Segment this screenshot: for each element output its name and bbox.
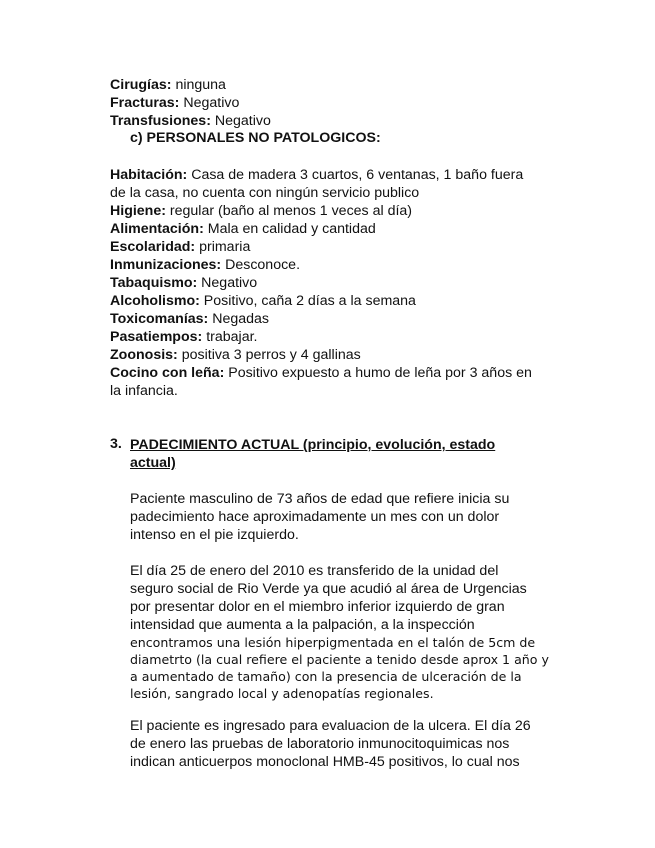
entry-value: Negativo	[210, 113, 271, 129]
entry-value: Negadas	[208, 311, 270, 327]
entry-label: Cocino con leña:	[110, 365, 225, 381]
entry-label: Cirugías	[110, 77, 167, 93]
section-3-number: 3.	[110, 436, 122, 452]
paragraph-1-line: Paciente masculino de 73 años de edad que refiere inicia su	[130, 491, 510, 507]
entry-cirugias	[110, 76, 226, 94]
paragraph-3-line: indican anticuerpos monoclonal HMB-45 positivos, lo cual nos	[130, 754, 520, 770]
paragraph-1-line: intenso en el pie izquierdo.	[130, 527, 299, 543]
entry-label: Inmunizaciones:	[110, 257, 222, 273]
entry-label: Tabaquismo:	[110, 275, 198, 291]
entry-value: Casa de madera 3 cuartos, 6 ventanas, 1 baño fuera	[187, 167, 524, 183]
entry-higiene	[110, 202, 412, 220]
paragraph-2-line: El día 25 de enero del 2010 es transferido de la unidad del	[130, 563, 499, 579]
entry-inmunizaciones	[110, 256, 300, 274]
entry-sep: :	[166, 77, 172, 93]
entry-toxicomanias	[110, 310, 269, 328]
paragraph-2-line: intensidad que aumenta a la palpación, a la inspección	[130, 617, 475, 633]
paragraph-2-line: seguro social de Rio Verde ya que acudió al área de Urgencias	[130, 581, 527, 597]
entry-value: regular (baño al menos 1 veces al día)	[165, 203, 413, 219]
section-3-title-line2: actual)	[130, 455, 176, 471]
entry-pasatiempos	[110, 328, 257, 346]
entry-escolaridad	[110, 238, 250, 256]
entry-value: ninguna	[171, 77, 226, 93]
paragraph-3-line: El paciente es ingresado para evaluacion de la ulcera. El día 26	[130, 718, 531, 734]
entry-label: Alimentación:	[110, 221, 204, 237]
entry-habitacion-cont: de la casa, no cuenta con ningún servicio publico	[110, 185, 420, 201]
entry-value: Positivo expuesto a humo de leña por 3 años en	[224, 365, 532, 381]
paragraph-2-line: lesión, sangrado local y adenopatías regionales.	[130, 686, 434, 701]
entry-value: Negativo	[197, 275, 258, 291]
entry-value: primaria	[195, 239, 251, 255]
entry-label: Pasatiempos:	[110, 329, 203, 345]
section-3-title-line1: PADECIMIENTO ACTUAL (principio, evolución, estado	[130, 437, 496, 453]
entry-label: Escolaridad:	[110, 239, 196, 255]
entry-label: Higiene:	[110, 203, 166, 219]
entry-label: Toxicomanías:	[110, 311, 209, 327]
entry-cocino-con-lena-cont: la infancia.	[110, 383, 178, 399]
paragraph-2-line: diametrto (la cual refiere el paciente a tenido desde aprox 1 año y	[130, 652, 549, 667]
entry-cocino-con-lena	[110, 364, 532, 382]
entry-value: positiva 3 perros y 4 gallinas	[177, 347, 361, 363]
paragraph-1-line: padecimiento hace aproximadamente un mes con un dolor	[130, 509, 500, 525]
entry-label: Zoonosis:	[110, 347, 178, 363]
paragraph-2-line: encontramos una lesión hiperpigmentada en el talón de 5cm de	[130, 635, 536, 650]
entry-value: Mala en calidad y cantidad	[203, 221, 376, 237]
entry-alcoholismo	[110, 292, 416, 310]
entry-value: Positivo, caña 2 días a la semana	[199, 293, 416, 309]
entry-label: Habitación:	[110, 167, 188, 183]
entry-transfusiones	[110, 112, 271, 130]
section-c-title: c) PERSONALES NO PATOLOGICOS:	[130, 130, 381, 146]
entry-label: Fracturas	[110, 95, 175, 111]
entry-value: Negativo	[179, 95, 240, 111]
entry-value: Desconoce.	[221, 257, 301, 273]
entry-zoonosis	[110, 346, 361, 364]
entry-alimentacion	[110, 220, 376, 238]
paragraph-3-line: de enero las pruebas de laboratorio inmunocitoquimicas nos	[130, 736, 510, 752]
entry-tabaquismo	[110, 274, 257, 292]
entry-fracturas	[110, 94, 239, 112]
entry-label: Transfusiones:	[110, 113, 211, 129]
paragraph-2-line: a aumentado de tamaño) con la presencia de ulceración de la	[130, 669, 522, 684]
entry-label: Alcoholismo:	[110, 293, 200, 309]
paragraph-2-line: por presentar dolor en el miembro inferior izquierdo de gran	[130, 599, 505, 615]
entry-value: trabajar.	[202, 329, 258, 345]
entry-habitacion	[110, 166, 523, 184]
entry-sep: :	[174, 95, 180, 111]
